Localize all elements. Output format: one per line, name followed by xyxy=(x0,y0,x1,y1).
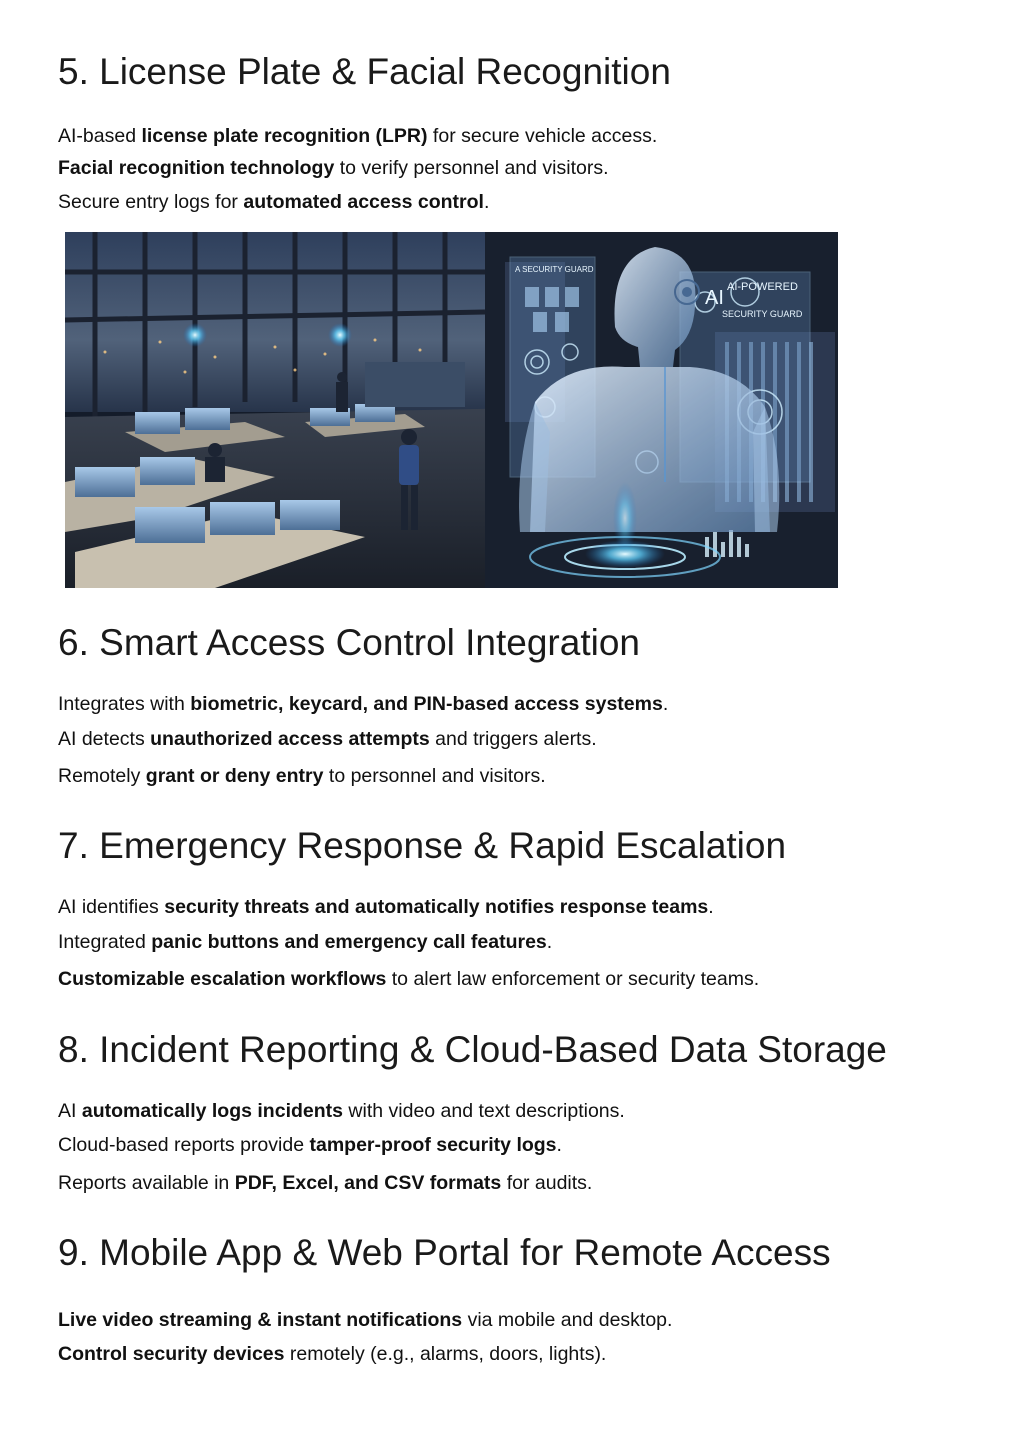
paragraph-line: Integrates with biometric, keycard, and PIN-based access systems. xyxy=(58,693,669,715)
section-heading-5: 5. License Plate & Facial Recognition xyxy=(58,51,671,92)
paragraph-line: Facial recognition technology to verify personnel and visitors. xyxy=(58,157,609,179)
paragraph-line: AI-based license plate recognition (LPR) for secure vehicle access. xyxy=(58,125,658,147)
paragraph-line: AI identifies security threats and automatically notifies response teams. xyxy=(58,896,714,918)
paragraph-line: Secure entry logs for automated access control. xyxy=(58,191,490,213)
control-room-illustration xyxy=(65,232,838,588)
paragraph-line: AI automatically logs incidents with video and text descriptions. xyxy=(58,1100,625,1122)
paragraph-line: Integrated panic buttons and emergency call features. xyxy=(58,931,553,953)
sign-line2-text: SECURITY GUARD xyxy=(722,309,803,319)
sign-small-text: A SECURITY GUARD xyxy=(515,265,594,274)
sign-ai-text: AI xyxy=(705,287,724,309)
paragraph-line: AI detects unauthorized access attempts and triggers alerts. xyxy=(58,728,597,750)
paragraph-line: Reports available in PDF, Excel, and CSV formats for audits. xyxy=(58,1172,593,1194)
paragraph-line: Remotely grant or deny entry to personnel and visitors. xyxy=(58,765,546,787)
section-heading-9: 9. Mobile App & Web Portal for Remote Access xyxy=(58,1232,831,1273)
paragraph-line: Customizable escalation workflows to alert law enforcement or security teams. xyxy=(58,968,760,990)
paragraph-line: Cloud-based reports provide tamper-proof security logs. xyxy=(58,1134,562,1156)
section-heading-7: 7. Emergency Response & Rapid Escalation xyxy=(58,825,787,866)
section-heading-6: 6. Smart Access Control Integration xyxy=(58,622,640,663)
paragraph-line: Control security devices remotely (e.g., alarms, doors, lights). xyxy=(58,1343,607,1365)
paragraph-line: Live video streaming & instant notifications via mobile and desktop. xyxy=(58,1309,673,1331)
section-heading-8: 8. Incident Reporting & Cloud-Based Data Storage xyxy=(58,1029,887,1070)
sign-line1-text: AI-POWERED xyxy=(727,281,798,293)
